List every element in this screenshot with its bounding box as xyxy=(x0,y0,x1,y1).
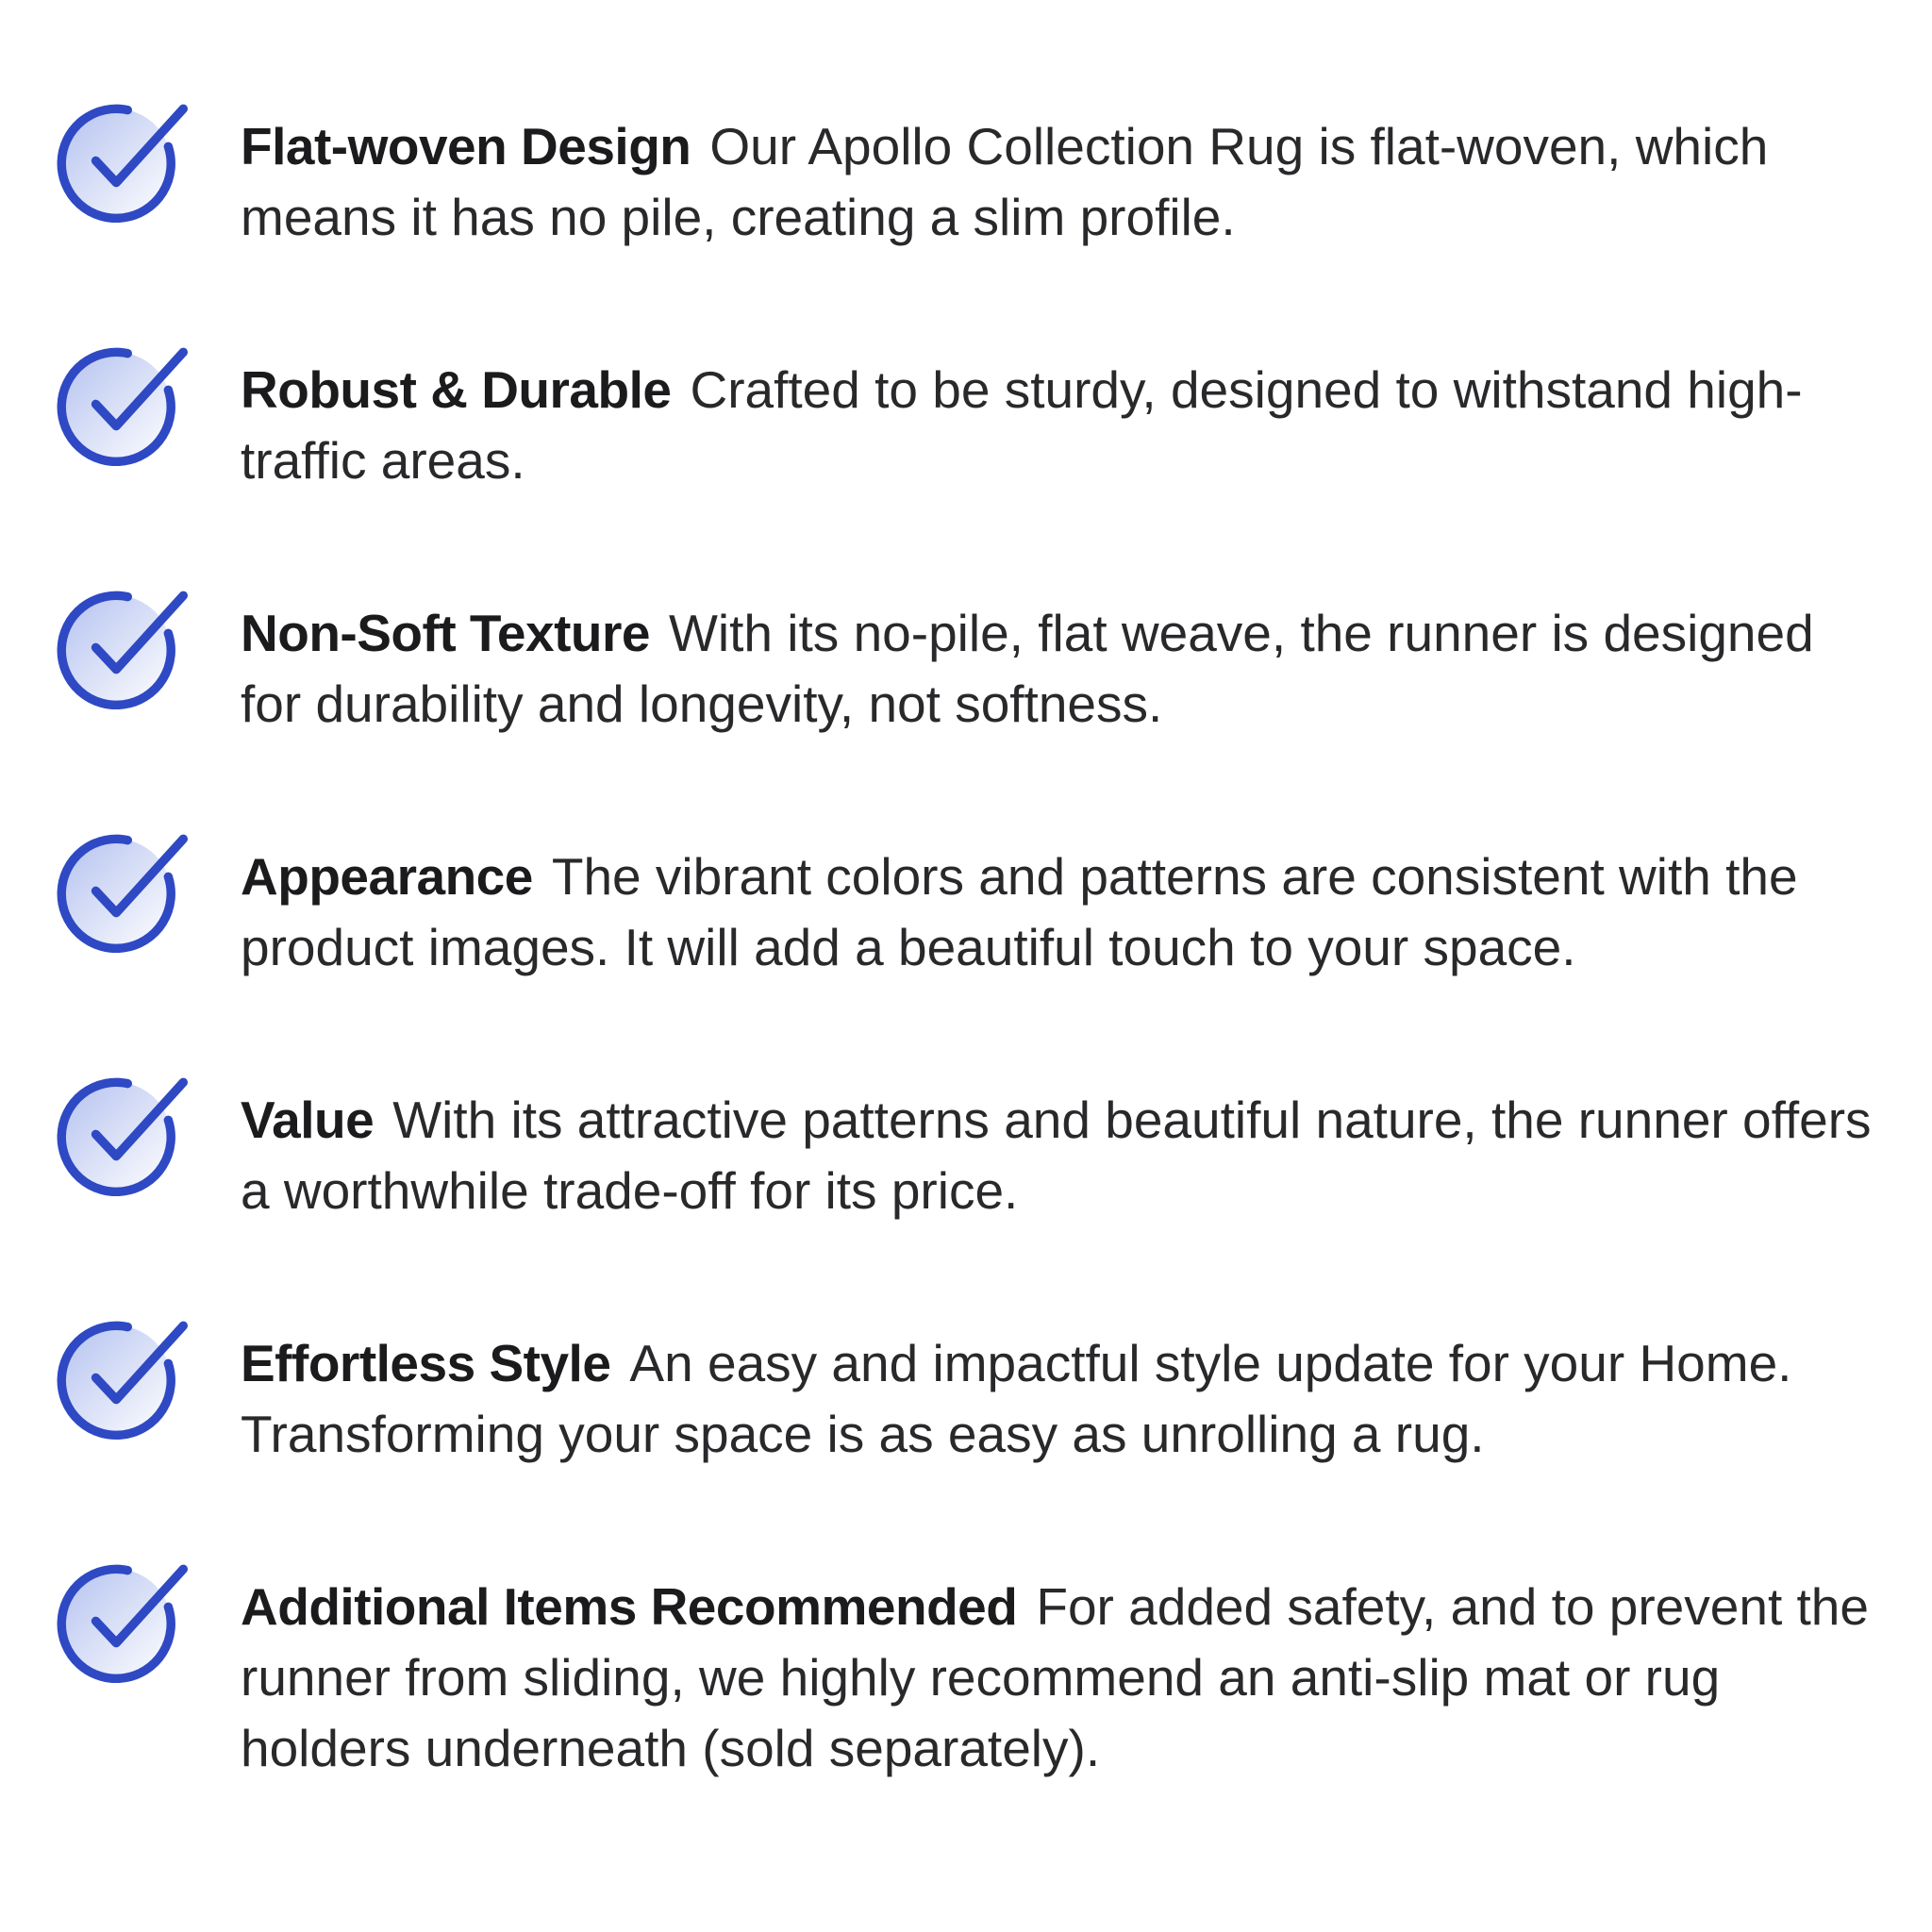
feature-description: An easy and impactful style update for your Home. Transforming your space is as easy as unrolling a rug. xyxy=(241,1334,1792,1463)
feature-text xyxy=(241,1572,1880,1784)
feature-item-additional-items xyxy=(55,1572,1880,1784)
feature-description: With its attractive patterns and beautiful nature, the runner offers a worthwhile trade-off for its price. xyxy=(241,1091,1872,1220)
feature-item-flat-woven-design xyxy=(55,111,1880,253)
feature-description: For added safety, and to prevent the runner from sliding, we highly recommend an anti-slip mat or rug holders underneath (sold separately). xyxy=(241,1577,1869,1777)
check-circle-icon xyxy=(55,1550,192,1687)
feature-text xyxy=(241,598,1880,740)
feature-text xyxy=(241,841,1880,983)
feature-title: Value xyxy=(241,1091,375,1149)
check-circle-icon xyxy=(55,576,192,713)
feature-description: The vibrant colors and patterns are consistent with the product images. It will add a beautiful touch to your space. xyxy=(241,847,1798,976)
feature-description: With its no-pile, flat weave, the runner is designed for durability and longevity, not softness. xyxy=(241,604,1814,733)
check-circle-icon xyxy=(55,820,192,957)
feature-item-value xyxy=(55,1085,1880,1226)
feature-title: Non-Soft Texture xyxy=(241,604,651,662)
feature-item-robust-durable xyxy=(55,355,1880,496)
feature-title: Appearance xyxy=(241,847,533,906)
feature-title: Effortless Style xyxy=(241,1334,611,1392)
check-circle-icon xyxy=(55,90,192,226)
feature-description: Our Apollo Collection Rug is flat-woven, which means it has no pile, creating a slim profile. xyxy=(241,117,1769,246)
feature-item-non-soft-texture xyxy=(55,598,1880,740)
feature-text xyxy=(241,1328,1880,1470)
feature-text xyxy=(241,111,1880,253)
check-circle-icon xyxy=(55,333,192,470)
check-circle-icon xyxy=(55,1063,192,1200)
feature-title: Additional Items Recommended xyxy=(241,1577,1018,1636)
check-circle-icon xyxy=(55,1307,192,1443)
feature-title: Robust & Durable xyxy=(241,360,672,419)
feature-item-appearance xyxy=(55,841,1880,983)
feature-title: Flat-woven Design xyxy=(241,117,691,175)
feature-description: Crafted to be sturdy, designed to withstand high-traffic areas. xyxy=(241,360,1803,490)
feature-text xyxy=(241,355,1880,496)
feature-text xyxy=(241,1085,1880,1226)
feature-item-effortless-style xyxy=(55,1328,1880,1470)
